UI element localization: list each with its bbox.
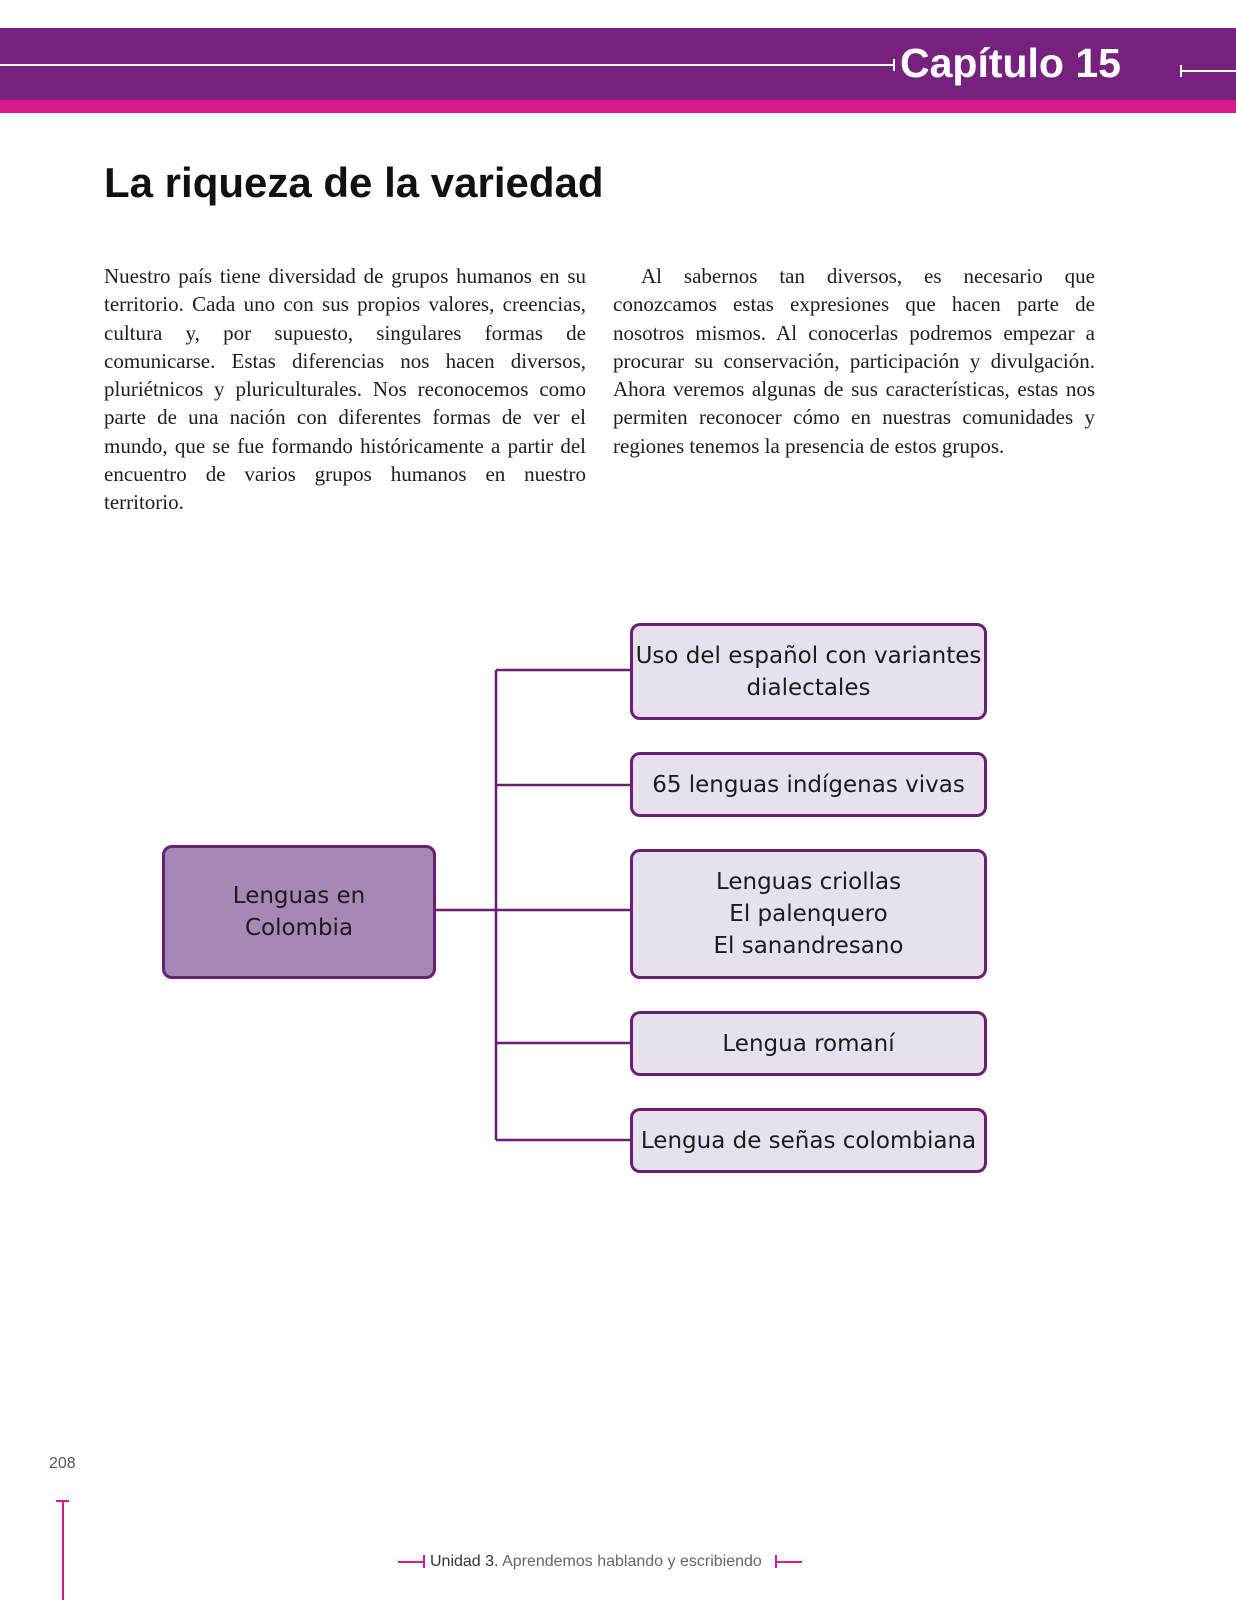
footer-unit-title: Aprendemos hablando y escribiendo [502, 1553, 762, 1570]
footer-rule-left [398, 1561, 424, 1563]
branch-node-line: Lengua de señas colombiana [640, 1127, 977, 1154]
root-node-lenguas-en-colombia [162, 845, 436, 979]
branch-node-line: Uso del español con variantes [635, 642, 982, 669]
branch-node-line: El palenquero [729, 901, 888, 927]
footer-unit-label [398, 1551, 804, 1573]
branch-node-line: 65 lenguas indígenas vivas [652, 771, 965, 798]
header-rule-right [1180, 70, 1236, 72]
footer-rule-left-tick [423, 1555, 425, 1568]
branch-node-lenguas-indigenas [630, 752, 987, 817]
page-title: La riqueza de la variedad [104, 159, 604, 206]
page-number: 208 [49, 1455, 76, 1472]
intro-paragraph-left: Nuestro país tiene diversidad de grupos humanos en su territorio. Cada uno con sus propios valores, creencias, cultura y, por supuesto, singulares formas de comunicarse. Estas diferencias nos hacen diversos, pluriétnicos y pluriculturales. Nos reconocemos como parte de una nación con diferentes formas de ver el mundo, que se fue formando históricamente a partir del encuentro de varios grupos humanos en nuestro territorio. [104, 264, 586, 515]
header-accent-stripe [0, 100, 1236, 113]
side-rule [62, 1502, 64, 1600]
root-node-line-1: Lenguas en [232, 883, 366, 909]
intro-paragraph-right: Al sabernos tan diversos, es necesario que conozcamos estas expresiones que hacen parte de nosotros mismos. Al conocerlas podremos empezar a procurar su conservación, participación y divulgación. Ahora veremos algunas de sus características, estas nos permiten reconocer cómo en nuestras comunidades y regiones tenemos la presencia de estos grupos. [613, 264, 1095, 458]
branch-node-lenguas-criollas [630, 849, 987, 979]
branch-node-line: Lenguas criollas [715, 869, 902, 895]
footer-rule-right [776, 1561, 802, 1563]
footer-unit-number: Unidad 3. [430, 1553, 499, 1570]
branch-node-line: El sanandresano [713, 933, 904, 959]
header-rule-left [0, 64, 893, 66]
branch-node-lengua-de-senas [630, 1108, 987, 1173]
header-rule-left-tick [893, 59, 895, 71]
branch-node-lengua-romani [630, 1011, 987, 1076]
branch-node-line: Lengua romaní [722, 1030, 895, 1057]
header-rule-right-tick [1180, 65, 1182, 77]
root-node-line-2: Colombia [244, 915, 354, 941]
footer-text [430, 1551, 762, 1573]
branch-node-line: dialectales [746, 674, 871, 701]
branch-node-espanol [630, 623, 987, 720]
chapter-label: Capítulo 15 [900, 40, 1121, 86]
languages-diagram [0, 600, 1236, 1200]
